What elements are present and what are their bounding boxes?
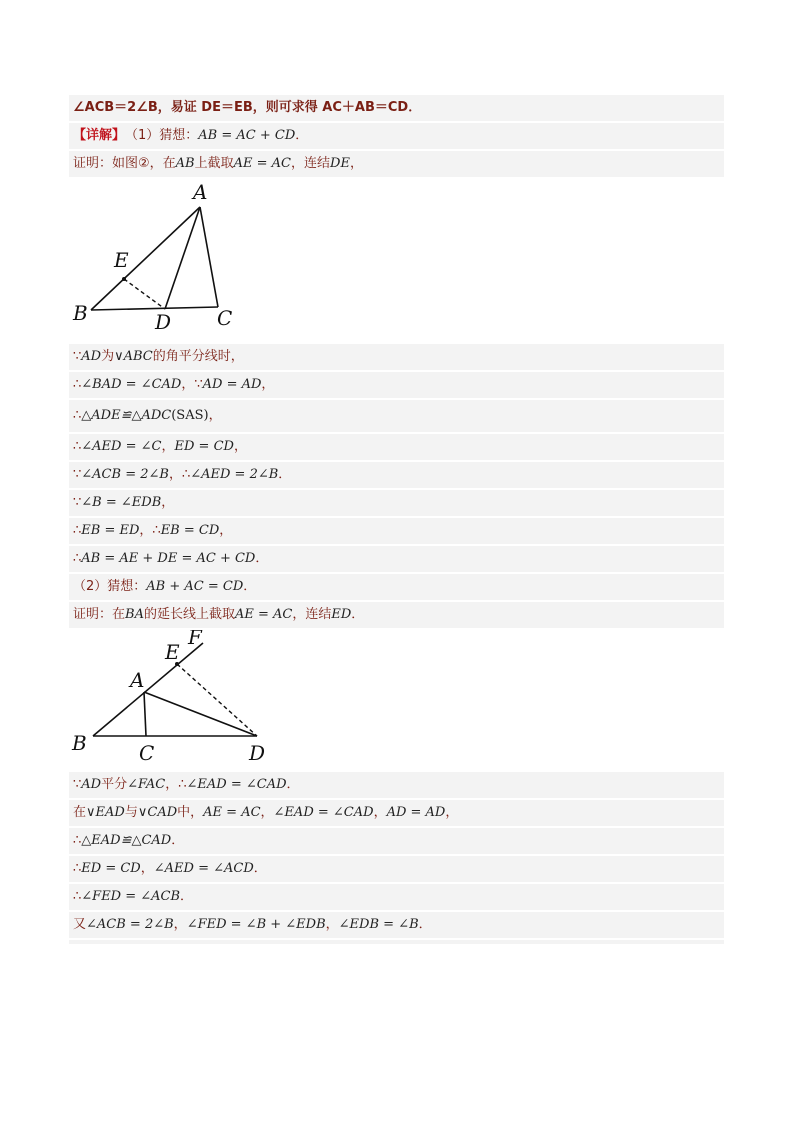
segment-ac	[144, 692, 146, 736]
line-14-b: 平分	[101, 777, 128, 792]
line-18-m1: ∠FED = ∠ACB	[81, 889, 181, 904]
line-15-m5: AD = AD	[386, 805, 446, 820]
label-d: D	[155, 310, 172, 334]
detail-tag: 【详解】	[73, 128, 126, 143]
line-3-b: 上截取	[194, 156, 234, 171]
line-11-b: ．	[255, 551, 269, 566]
line-13-d: ．	[351, 607, 365, 622]
segment-ad	[144, 692, 257, 736]
line-4	[69, 344, 724, 372]
line-5	[69, 372, 724, 400]
line-5-m1: ∠BAD = ∠CAD	[81, 377, 182, 392]
line-4-c: 的角平分线时，	[152, 349, 244, 364]
line-19-c: ，	[325, 917, 339, 932]
line-16-m1: △EAD≌△CAD	[81, 833, 172, 848]
line-3-m2: AE = AC	[233, 156, 291, 171]
label-f: F	[188, 630, 202, 649]
label-e: E	[114, 248, 129, 272]
line-17-m1: ED = CD	[81, 861, 141, 876]
line-17	[69, 856, 724, 884]
line-9-a: ∵	[73, 495, 82, 510]
line-10-c: ，	[219, 523, 233, 538]
label-d: D	[249, 741, 266, 765]
line-10-m2: EB = CD	[160, 523, 220, 538]
line-5-c: ，	[261, 377, 275, 392]
line-9-m1: ∠B = ∠EDB	[81, 495, 162, 510]
point-e	[122, 277, 126, 281]
line-4-b: 为	[101, 349, 115, 364]
segment-ba	[91, 207, 200, 310]
line-4-m2: ∨ABC	[114, 349, 153, 364]
line-11	[69, 546, 724, 574]
line-9-b: ，	[161, 495, 175, 510]
line-2-end: ．	[295, 128, 309, 143]
line-19-a: 又	[73, 917, 87, 932]
line-13-m3: ED	[331, 607, 352, 622]
line-13	[69, 602, 724, 630]
label-b: B	[72, 731, 87, 755]
line-3	[69, 151, 724, 179]
line-2	[69, 123, 724, 151]
line-16	[69, 828, 724, 856]
line-11-a: ∴	[73, 551, 82, 566]
line-15-c: 中，	[177, 805, 204, 820]
line-6	[69, 400, 724, 434]
line-15-m2: ∨CAD	[137, 805, 178, 820]
line-5-b: ，∵	[181, 377, 203, 392]
line-6-a: ∴	[73, 408, 82, 423]
line-2-text: （1）猜想：	[125, 128, 199, 143]
line-1-text: ∠ACB＝2∠B，易证 DE＝EB，则可求得 AC＋AB＝CD．	[73, 100, 422, 115]
segment-ed-dashed	[124, 279, 165, 309]
line-19-d: ．	[418, 917, 432, 932]
line-13-b: 的延长线上截取	[143, 607, 235, 622]
line-12-b: ．	[243, 579, 257, 594]
line-1	[69, 95, 724, 123]
line-7-a: ∴	[73, 439, 82, 454]
line-7	[69, 434, 724, 462]
label-a: A	[130, 668, 145, 692]
line-14-m2: ∠FAC	[127, 777, 166, 792]
line-17-m2: ∠AED = ∠ACD	[153, 861, 254, 876]
solution-content	[69, 95, 724, 944]
line-4-m1: AD	[81, 349, 102, 364]
line-16-a: ∴	[73, 833, 82, 848]
line-2-math: AB = AC + CD	[198, 128, 296, 143]
line-10-m1: EB = ED	[81, 523, 140, 538]
line-7-m1: ∠AED = ∠C	[81, 439, 162, 454]
figure-1	[69, 179, 724, 344]
line-14-m1: AD	[81, 777, 102, 792]
line-17-a: ∴	[73, 861, 82, 876]
line-9	[69, 490, 724, 518]
line-19-m1: ∠ACB = 2∠B	[86, 917, 174, 932]
line-10-a: ∴	[73, 523, 82, 538]
line-8-a: ∵	[73, 467, 82, 482]
line-5-m2: AD = AD	[202, 377, 262, 392]
line-15-f: ，	[445, 805, 459, 820]
line-11-m1: AB = AE + DE = AC + CD	[81, 551, 256, 566]
line-15-e: ，	[373, 805, 387, 820]
line-14-a: ∵	[73, 777, 82, 792]
line-12-m1: AB + AC = CD	[146, 579, 244, 594]
line-17-c: ．	[253, 861, 267, 876]
line-3-m3: DE	[330, 156, 350, 171]
line-14-c: ，∴	[165, 777, 187, 792]
line-10	[69, 518, 724, 546]
line-16-b: ．	[171, 833, 185, 848]
line-17-b: ，	[140, 861, 154, 876]
line-8-c: ．	[278, 467, 292, 482]
line-3-a: 证明：如图②，在	[73, 156, 176, 171]
line-6-m1: △ADE≌△ADC	[81, 408, 172, 423]
line-6-b: ，	[208, 408, 222, 423]
label-a: A	[193, 180, 208, 204]
line-4-a: ∵	[73, 349, 82, 364]
line-12	[69, 574, 724, 602]
line-19-m3: ∠EDB = ∠B	[338, 917, 419, 932]
line-15-m3: AE = AC	[203, 805, 261, 820]
triangle-diagram-2	[69, 630, 289, 770]
line-14-m3: ∠EAD = ∠CAD	[186, 777, 287, 792]
line-8-m1: ∠ACB = 2∠B	[81, 467, 169, 482]
label-c: C	[139, 741, 155, 765]
label-e: E	[165, 640, 180, 664]
line-15-a: 在	[73, 805, 87, 820]
line-13-m1: BA	[125, 607, 144, 622]
triangle-diagram-1	[69, 179, 269, 342]
line-15-m1: ∨EAD	[86, 805, 125, 820]
line-5-a: ∴	[73, 377, 82, 392]
line-18-a: ∴	[73, 889, 82, 904]
line-12-a: （2）猜想：	[73, 579, 147, 594]
line-8-b: ，∴	[168, 467, 191, 482]
figure-2	[69, 630, 724, 772]
line-19	[69, 912, 724, 940]
line-7-c: ，	[233, 439, 247, 454]
line-8	[69, 462, 724, 490]
line-19-m2: ∠FED = ∠B + ∠EDB	[186, 917, 326, 932]
segment-ed-dashed	[177, 664, 257, 736]
line-10-b: ，∴	[139, 523, 161, 538]
line-7-m2: ED = CD	[174, 439, 234, 454]
line-15-b: 与	[124, 805, 138, 820]
line-14-d: ．	[286, 777, 300, 792]
line-8-m2: ∠AED = 2∠B	[190, 467, 279, 482]
label-c: C	[217, 306, 233, 330]
line-3-c: ，连结	[291, 156, 331, 171]
line-18-b: ．	[180, 889, 194, 904]
line-13-a: 证明：在	[73, 607, 126, 622]
line-15-d: ，	[260, 805, 274, 820]
segment-bf	[93, 643, 203, 736]
line-19-b: ，	[173, 917, 187, 932]
line-15-m4: ∠EAD = ∠CAD	[273, 805, 374, 820]
line-6-m2: (SAS)	[171, 408, 209, 423]
line-14	[69, 772, 724, 800]
line-7-b: ，	[161, 439, 175, 454]
segment-ac	[200, 207, 218, 307]
line-13-m2: AE = AC	[234, 607, 293, 622]
label-b: B	[73, 301, 88, 325]
line-13-c: ，连结	[292, 607, 332, 622]
line-3-m1: AB	[175, 156, 195, 171]
segment-ad	[165, 207, 200, 309]
line-3-d: ，	[349, 156, 363, 171]
line-18	[69, 884, 724, 912]
line-15	[69, 800, 724, 828]
